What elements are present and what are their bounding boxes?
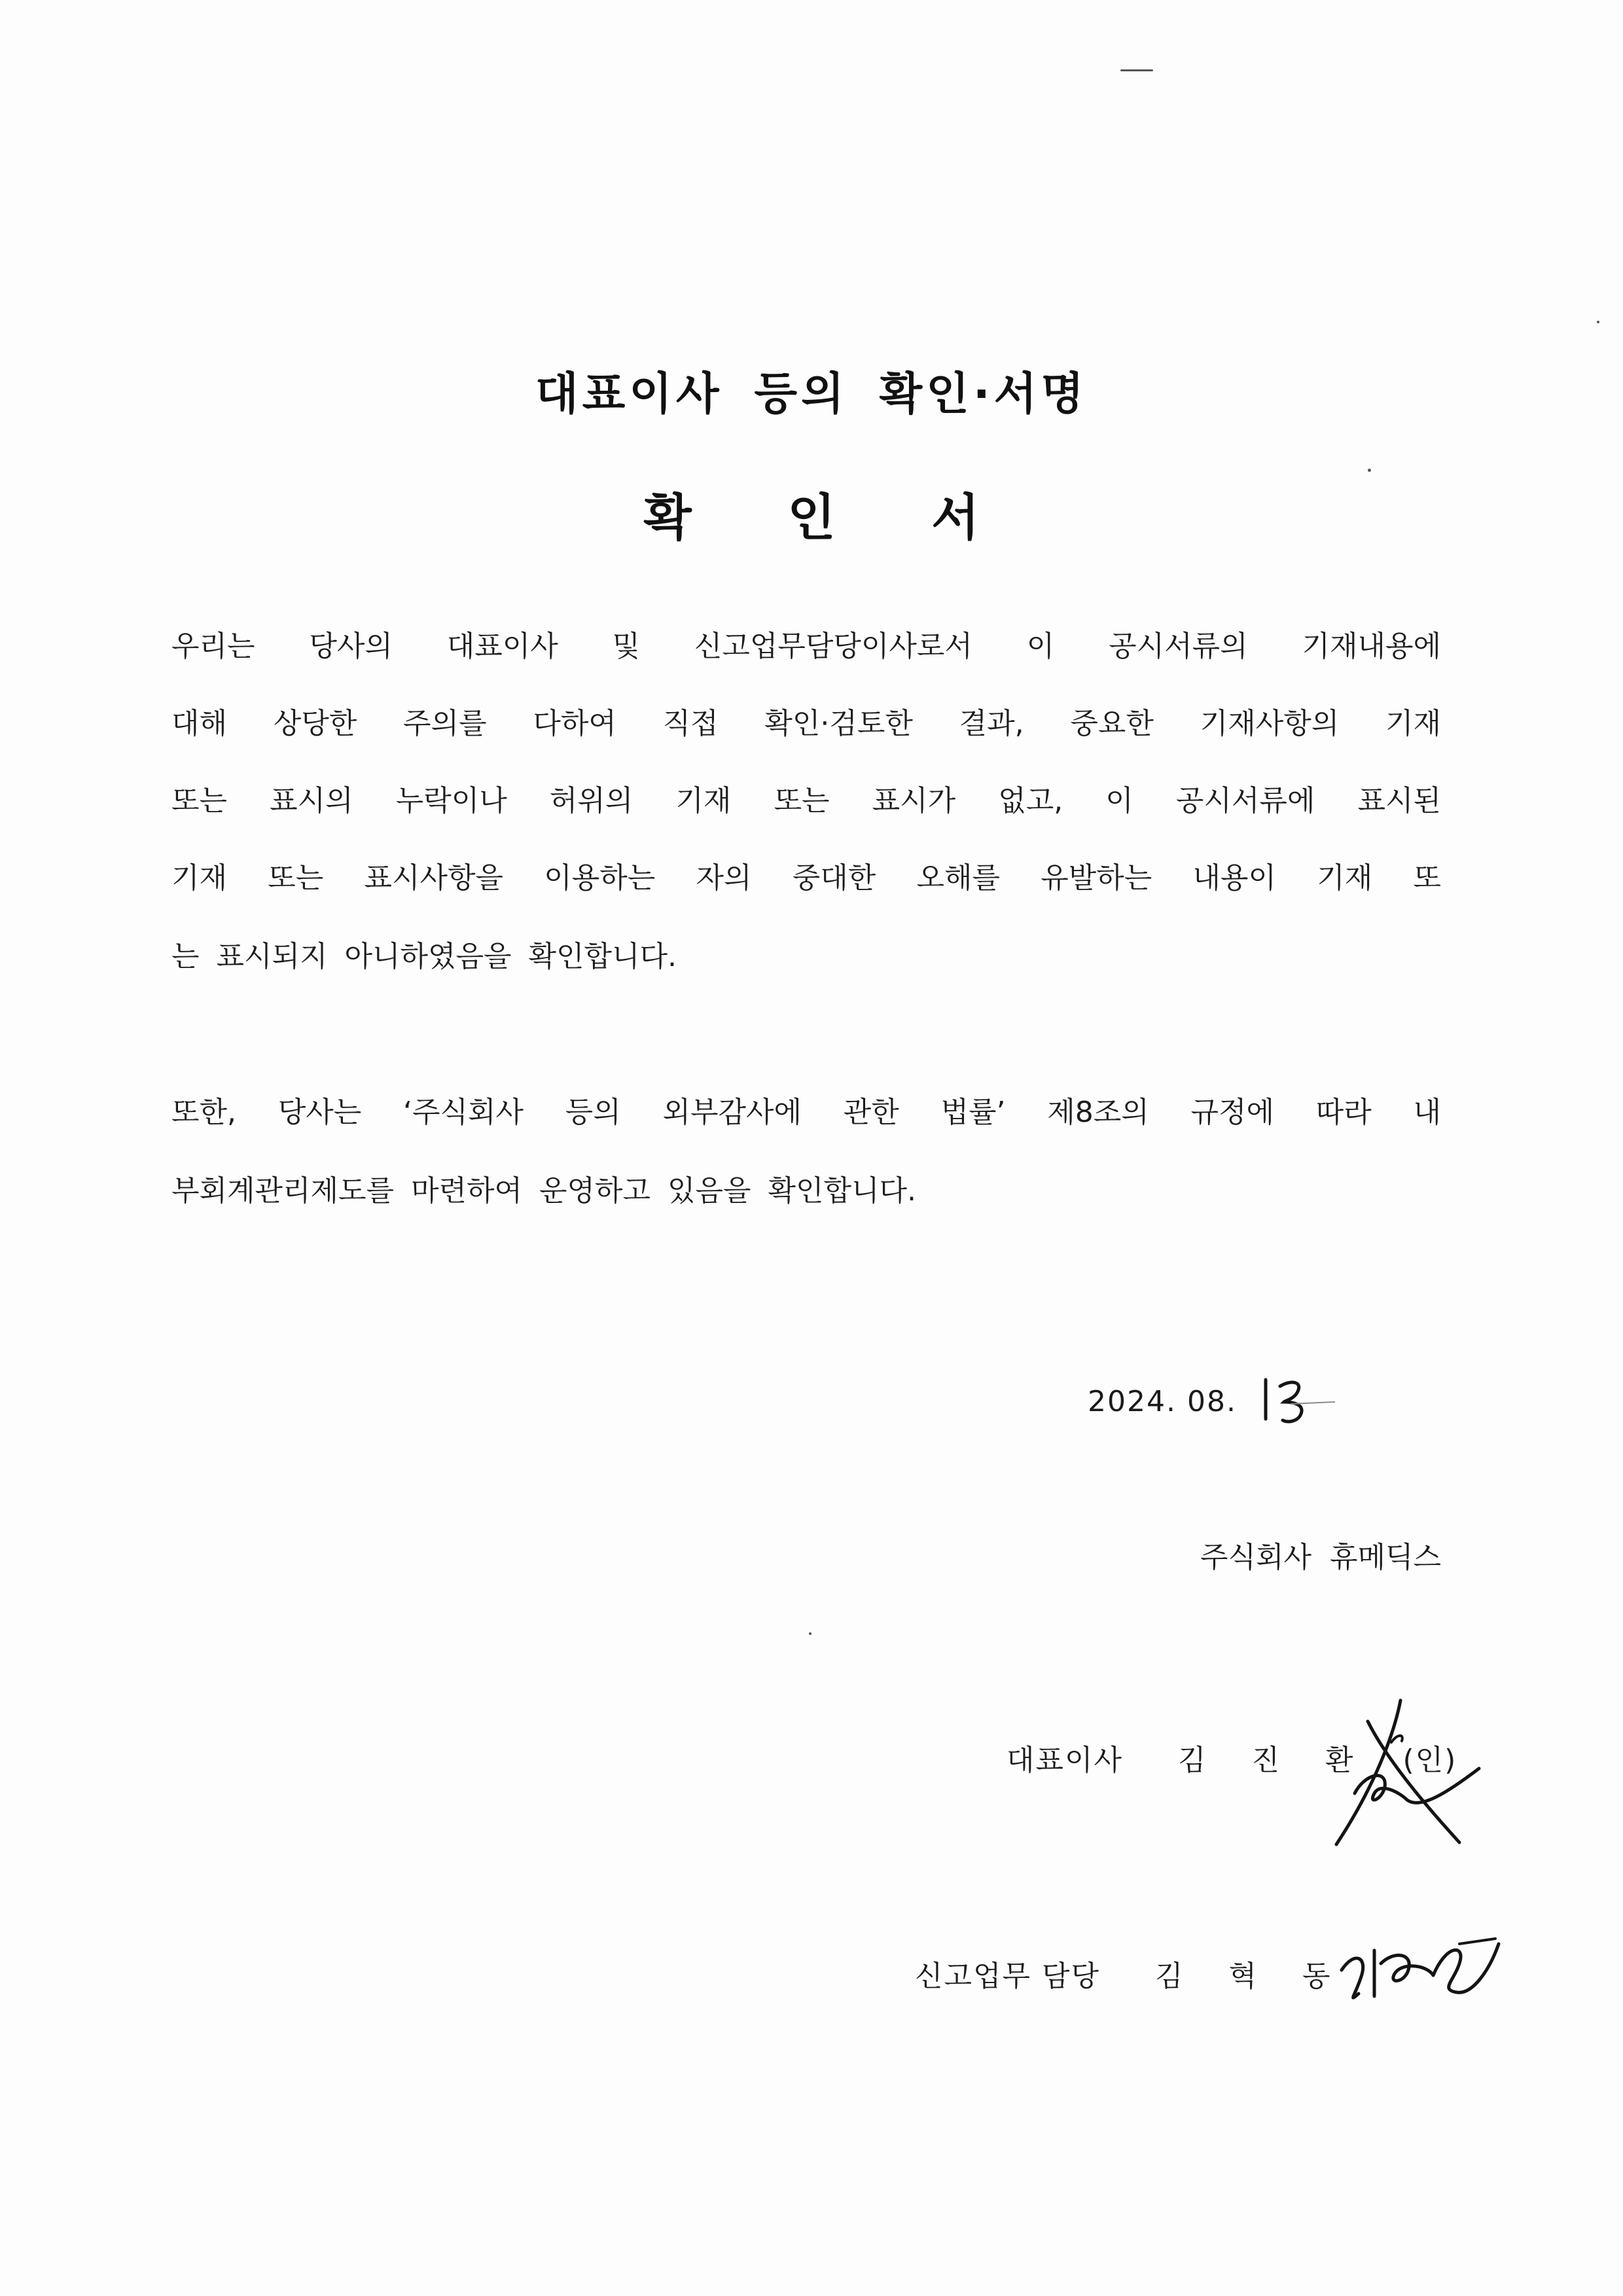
date-printed: 2024. 08. xyxy=(1088,1385,1237,1418)
paragraph-line: 는 표시되지 아니하였음을 확인합니다. xyxy=(171,940,677,973)
paragraph-line: 대해 상당한 주의를 다하여 직접 확인·검토한 결과, 중요한 기재사항의 기재 xyxy=(171,707,1441,740)
document-date xyxy=(1088,1382,1237,1422)
scan-speck xyxy=(1368,469,1371,472)
company-name: 주식회사 휴메딕스 xyxy=(1200,1541,1441,1574)
signer-row-officer xyxy=(915,1957,1355,1996)
signer-role: 대표이사 xyxy=(1007,1744,1124,1777)
signer-role: 신고업무 담당 xyxy=(915,1960,1101,1993)
document-title: 대표이사 등의 확인·서명 xyxy=(535,368,1088,420)
paragraph-line: 또는 표시의 누락이나 허위의 기재 또는 표시가 없고, 이 공시서류에 표시된 xyxy=(171,784,1441,817)
officer-signature-icon xyxy=(1335,1924,1505,2016)
paragraph-line: 기재 또는 표시사항을 이용하는 자의 중대한 오해를 유발하는 내용이 기재 또 xyxy=(171,861,1442,895)
ceo-signature-icon xyxy=(1329,1695,1499,1852)
scan-speck xyxy=(1120,69,1153,71)
paragraph-line: 또한, 당사는 ‘주식회사 등의 외부감사에 관한 법률’ 제8조의 규정에 따라 내 xyxy=(171,1096,1441,1129)
seal-mark: (인) xyxy=(1402,1744,1457,1777)
handwritten-day-icon xyxy=(1257,1368,1342,1433)
paragraph-line: 우리는 당사의 대표이사 및 신고업무담당이사로서 이 공시서류의 기재내용에 xyxy=(171,630,1441,663)
paragraph-line: 부회계관리제도를 마련하여 운영하고 있음을 확인합니다. xyxy=(171,1174,917,1208)
signer-name: 김 혁 동 xyxy=(1155,1960,1349,1993)
signer-name: 김 진 환 xyxy=(1178,1744,1372,1777)
scan-speck xyxy=(809,1632,812,1635)
document-subtitle: 확 인 서 xyxy=(643,488,1019,547)
scan-speck xyxy=(1597,321,1599,323)
